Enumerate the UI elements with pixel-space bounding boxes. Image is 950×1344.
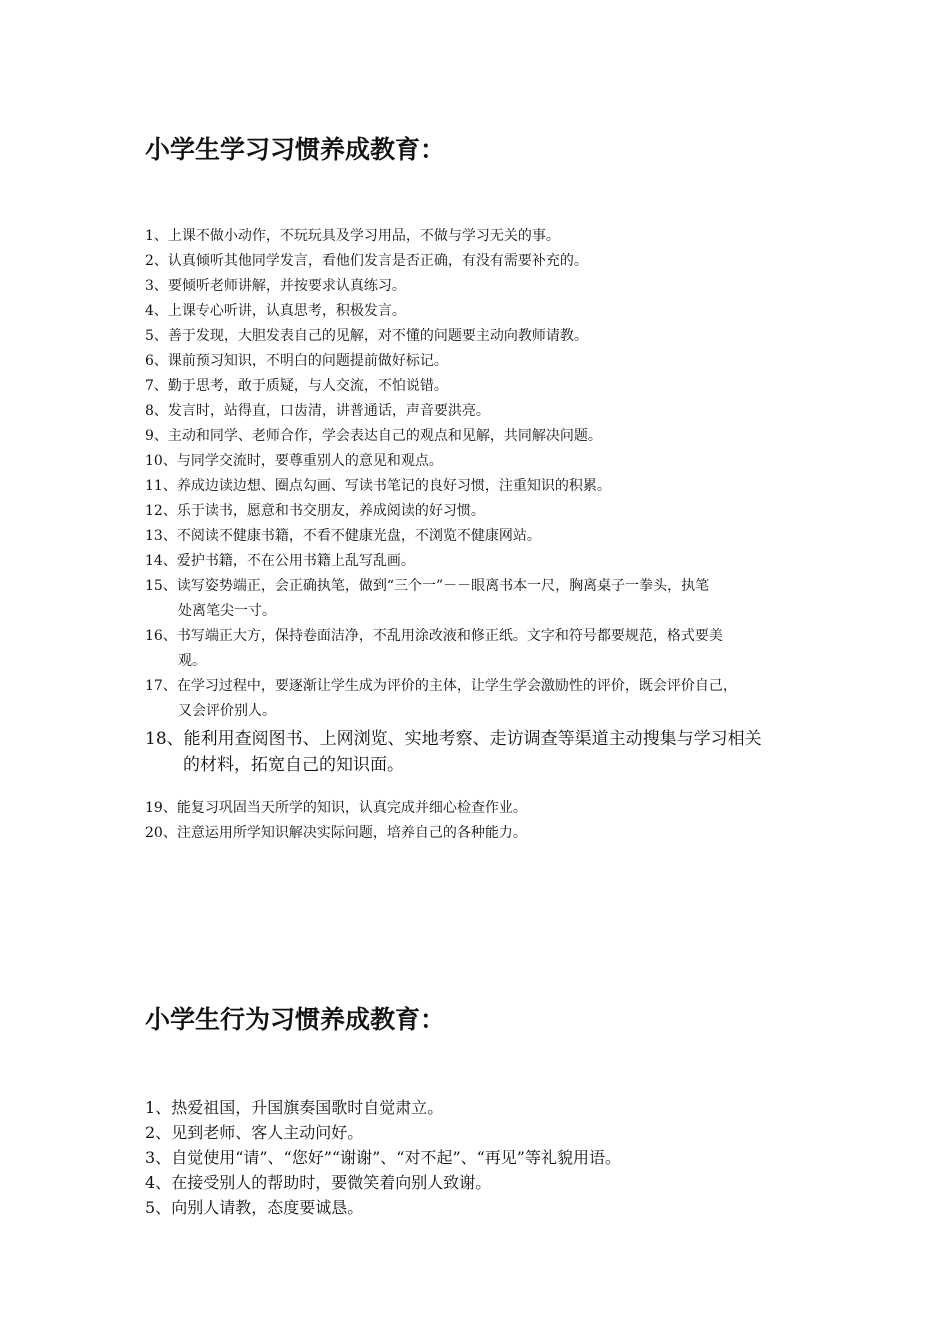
study-habits-list-continued (145, 796, 825, 846)
list-item: 19、能复习巩固当天所学的知识，认真完成并细心检查作业。 (145, 800, 527, 816)
study-habits-list (145, 224, 825, 778)
list-item: 15、读写姿势端正，会正确执笔，做到“三个一”－－眼离书本一尺，胸离桌子一拳头，执笔 处离笔尖一寸。 (145, 578, 710, 619)
list-item: 5、向别人请教，态度要诚恳。 (145, 1198, 364, 1217)
behavior-habits-heading: 小学生行为习惯养成教育： (145, 1005, 446, 1034)
list-item: 7、勤于思考，敢于质疑，与人交流，不怕说错。 (145, 378, 448, 394)
study-habits-heading: 小学生学习习惯养成教育： (145, 135, 446, 164)
list-item: 2、认真倾听其他同学发言，看他们发言是否正确，有没有需要补充的。 (145, 253, 588, 269)
list-item: 4、上课专心听讲，认真思考，积极发言。 (145, 303, 406, 319)
list-item: 6、课前预习知识，不明白的问题提前做好标记。 (145, 353, 448, 369)
list-item: 10、与同学交流时，要尊重别人的意见和观点。 (145, 453, 443, 469)
list-item: 20、注意运用所学知识解决实际问题，培养自己的各种能力。 (145, 825, 527, 841)
list-item: 4、在接受别人的帮助时，要微笑着向别人致谢。 (145, 1173, 492, 1192)
list-item: 11、养成边读边想、圈点勾画、写读书笔记的良好习惯，注重知识的积累。 (145, 478, 611, 494)
behavior-habits-list (145, 1095, 825, 1220)
list-item: 3、自觉使用“请”、“您好”“谢谢”、“对不起”、“再见”等礼貌用语。 (145, 1148, 621, 1167)
list-item: 3、要倾听老师讲解，并按要求认真练习。 (145, 278, 406, 294)
list-item: 1、上课不做小动作，不玩玩具及学习用品，不做与学习无关的事。 (145, 228, 560, 244)
list-item: 12、乐于读书，愿意和书交朋友，养成阅读的好习惯。 (145, 503, 485, 519)
list-item: 5、善于发现，大胆发表自己的见解，对不懂的问题要主动向教师请教。 (145, 328, 588, 344)
list-item: 17、在学习过程中，要逐渐让学生成为评价的主体，让学生学会激励性的评价，既会评价自己， 又会评价别人。 (145, 678, 737, 719)
list-item: 1、热爱祖国，升国旗奏国歌时自觉肃立。 (145, 1098, 444, 1117)
list-item: 16、书写端正大方，保持卷面洁净，不乱用涂改液和修正纸。文字和符号都要规范，格式要美 观。 (145, 628, 723, 669)
list-item: 9、主动和同学、老师合作，学会表达自己的观点和见解，共同解决问题。 (145, 428, 602, 444)
list-item: 18、能利用查阅图书、上网浏览、实地考察、走访调查等渠道主动搜集与学习相关 的材料，拓宽自己的知识面。 (145, 729, 762, 775)
list-item: 14、爱护书籍，不在公用书籍上乱写乱画。 (145, 553, 415, 569)
list-item: 2、见到老师、客人主动问好。 (145, 1123, 364, 1142)
list-item: 8、发言时，站得直，口齿清，讲普通话，声音要洪亮。 (145, 403, 490, 419)
list-item: 13、不阅读不健康书籍，不看不健康光盘，不浏览不健康网站。 (145, 528, 541, 544)
